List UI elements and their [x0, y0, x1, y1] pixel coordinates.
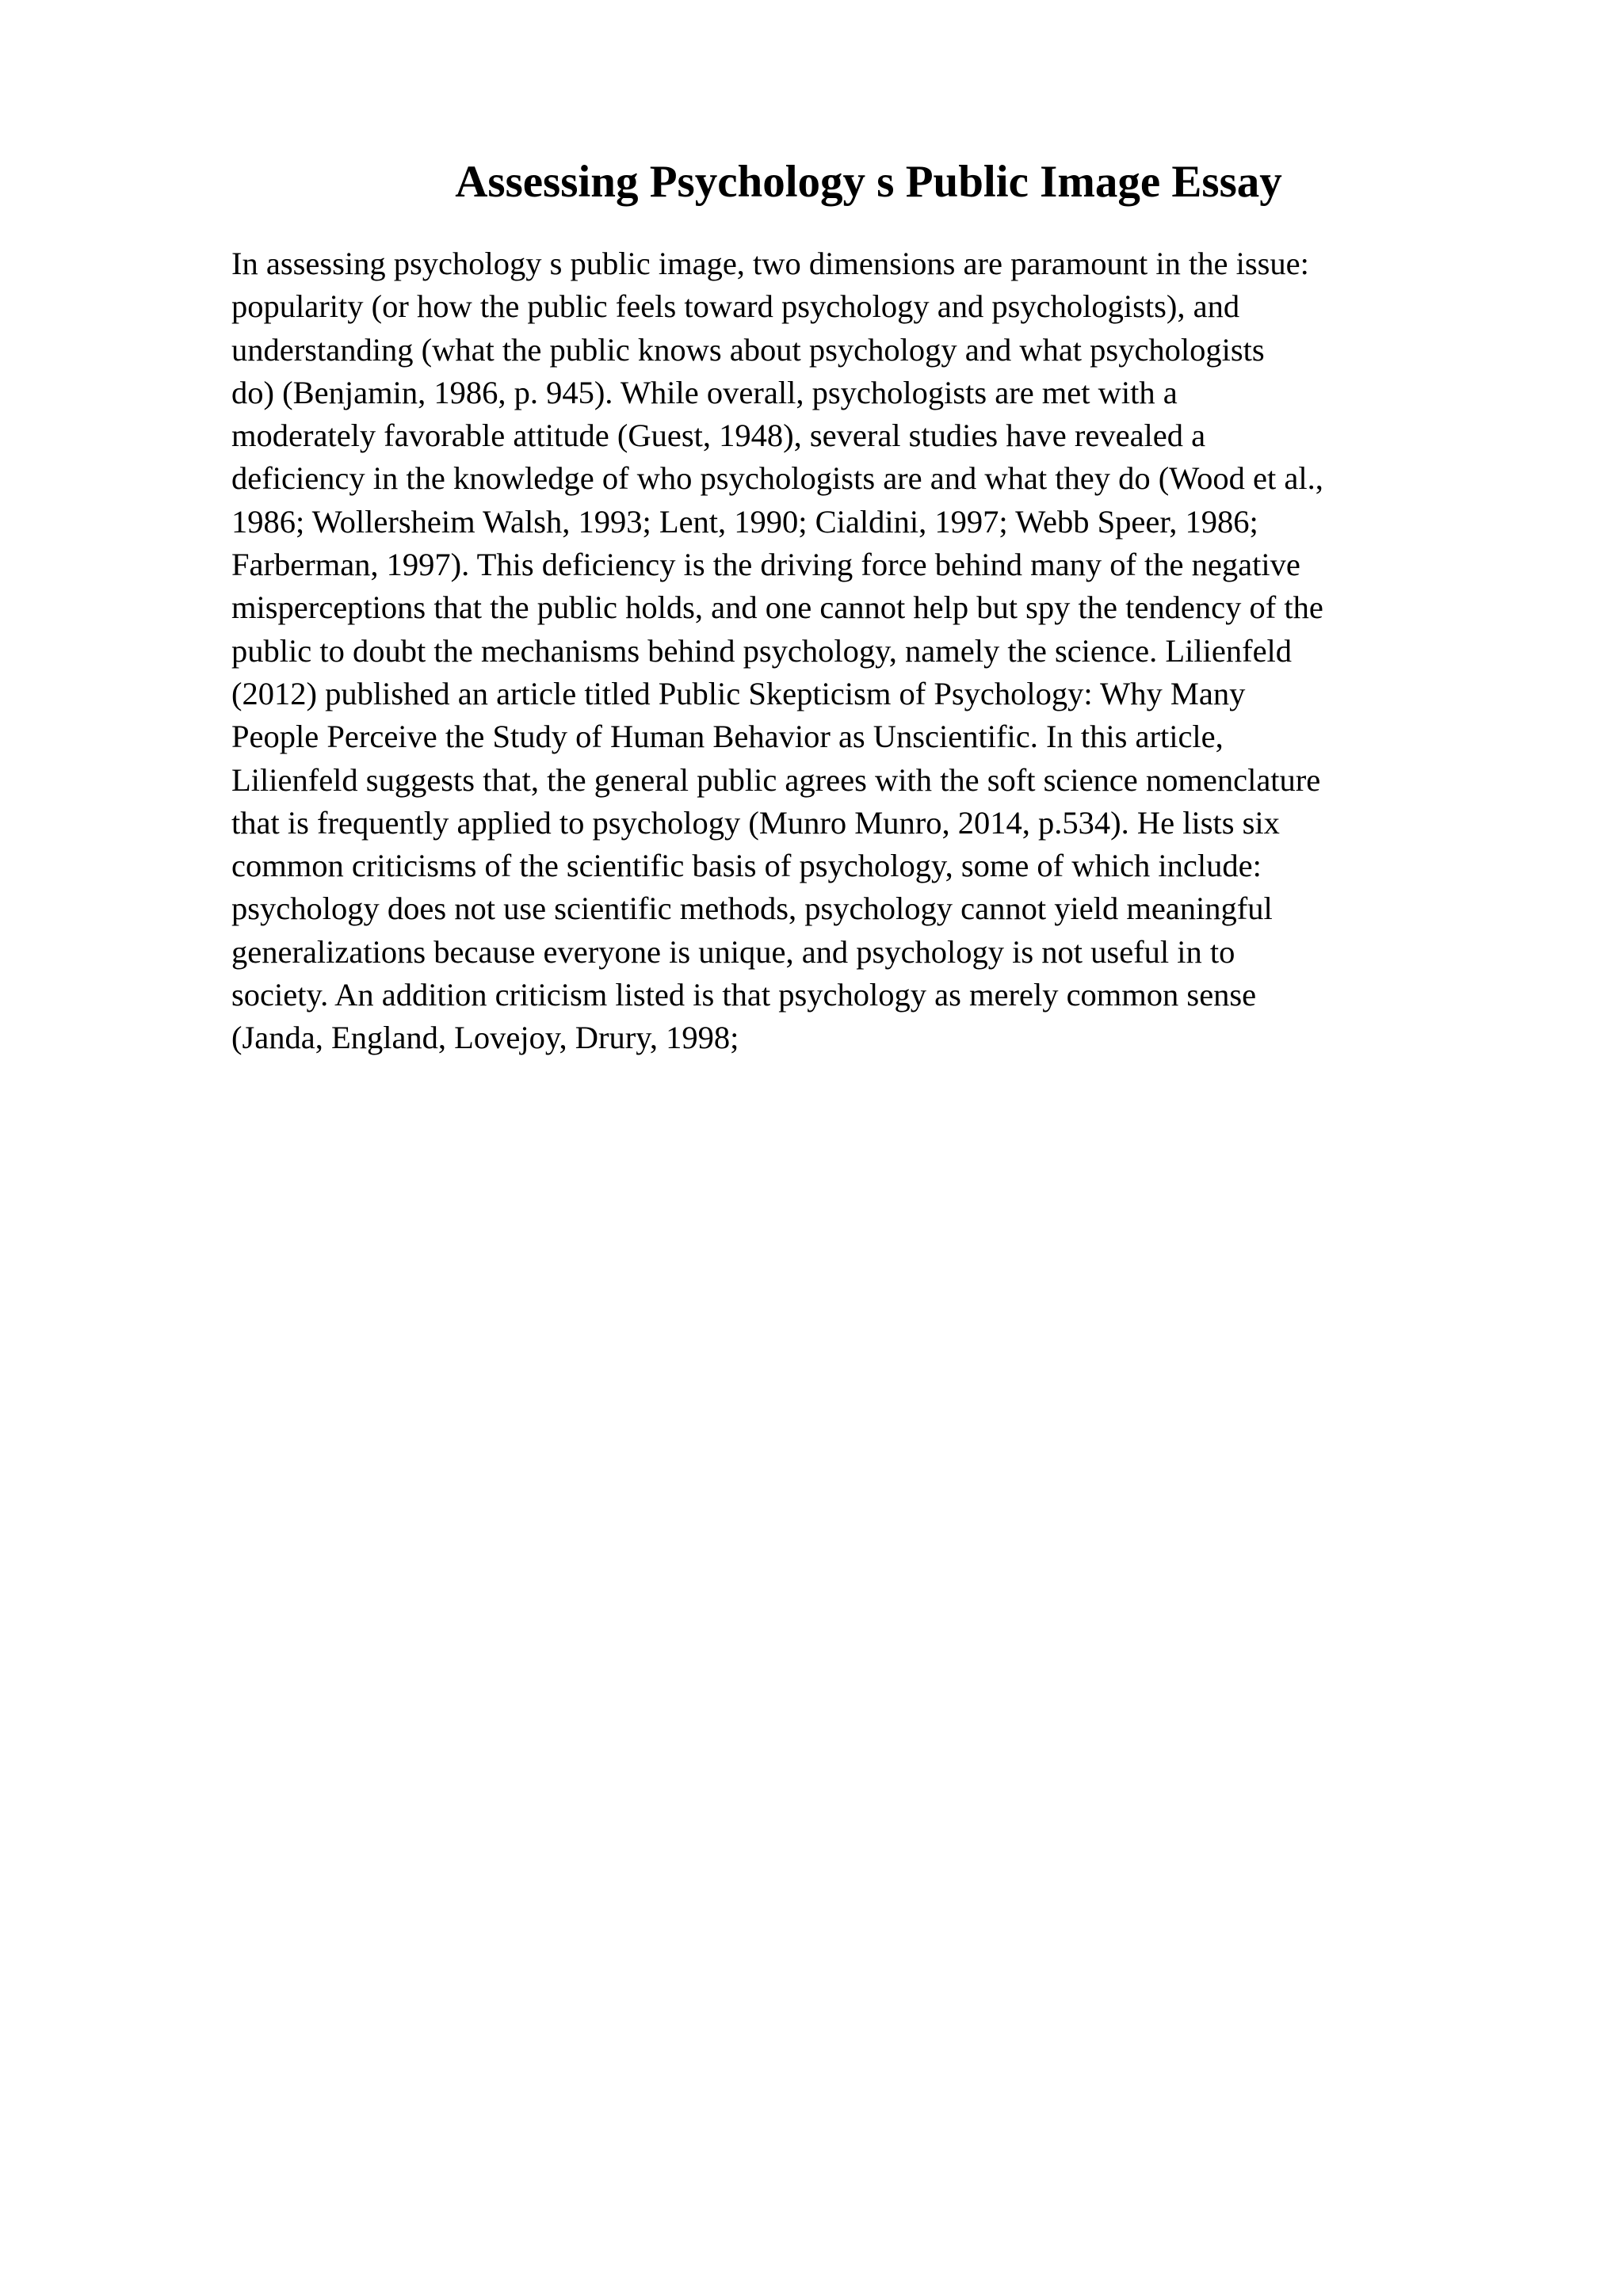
text-line: deficiency in the knowledge of who psychologists are and what they do (Wood et al.,: [231, 460, 1323, 497]
text-line: In assessing psychology s public image, two dimensions are paramount in the issue:: [231, 246, 1309, 281]
text-line: (2012) published an article titled Public Skepticism of Psychology: Why Many: [231, 675, 1246, 711]
text-line: understanding (what the public knows about psychology and what psychologists: [231, 331, 1265, 368]
text-line: generalizations because everyone is unique, and psychology is not useful in to: [231, 933, 1235, 970]
text-line: (Janda, England, Lovejoy, Drury, 1998;: [231, 1020, 739, 1056]
page-title: Assessing Psychology s Public Image Essay: [455, 157, 1282, 207]
text-line: Lilienfeld suggests that, the general public agrees with the soft science nomenclature: [231, 761, 1321, 798]
text-line: that is frequently applied to psychology (Munro Munro, 2014, p.534). He lists six: [231, 804, 1280, 841]
text-line: 1986; Wollersheim Walsh, 1993; Lent, 1990; Cialdini, 1997; Webb Speer, 1986;: [231, 503, 1258, 540]
text-line: misperceptions that the public holds, and one cannot help but spy the tendency of the: [231, 589, 1323, 626]
text-line: moderately favorable attitude (Guest, 1948), several studies have revealed a: [231, 418, 1206, 454]
text-line: psychology does not use scientific methods, psychology cannot yield meaningful: [231, 891, 1273, 927]
text-line: People Perceive the Study of Human Behavior as Unscientific. In this article,: [231, 719, 1224, 755]
text-line: society. An addition criticism listed is that psychology as merely common sense: [231, 977, 1257, 1013]
text-line: Farberman, 1997). This deficiency is the driving force behind many of the negative: [231, 547, 1300, 583]
text-line: public to doubt the mechanisms behind psychology, namely the science. Lilienfeld: [231, 632, 1293, 669]
text-line: popularity (or how the public feels toward psychology and psychologists), and: [231, 288, 1240, 325]
essay-body: [231, 242, 1499, 1060]
text-line: common criticisms of the scientific basis of psychology, some of which include:: [231, 848, 1262, 884]
text-line: do) (Benjamin, 1986, p. 945). While overall, psychologists are met with a: [231, 374, 1178, 410]
